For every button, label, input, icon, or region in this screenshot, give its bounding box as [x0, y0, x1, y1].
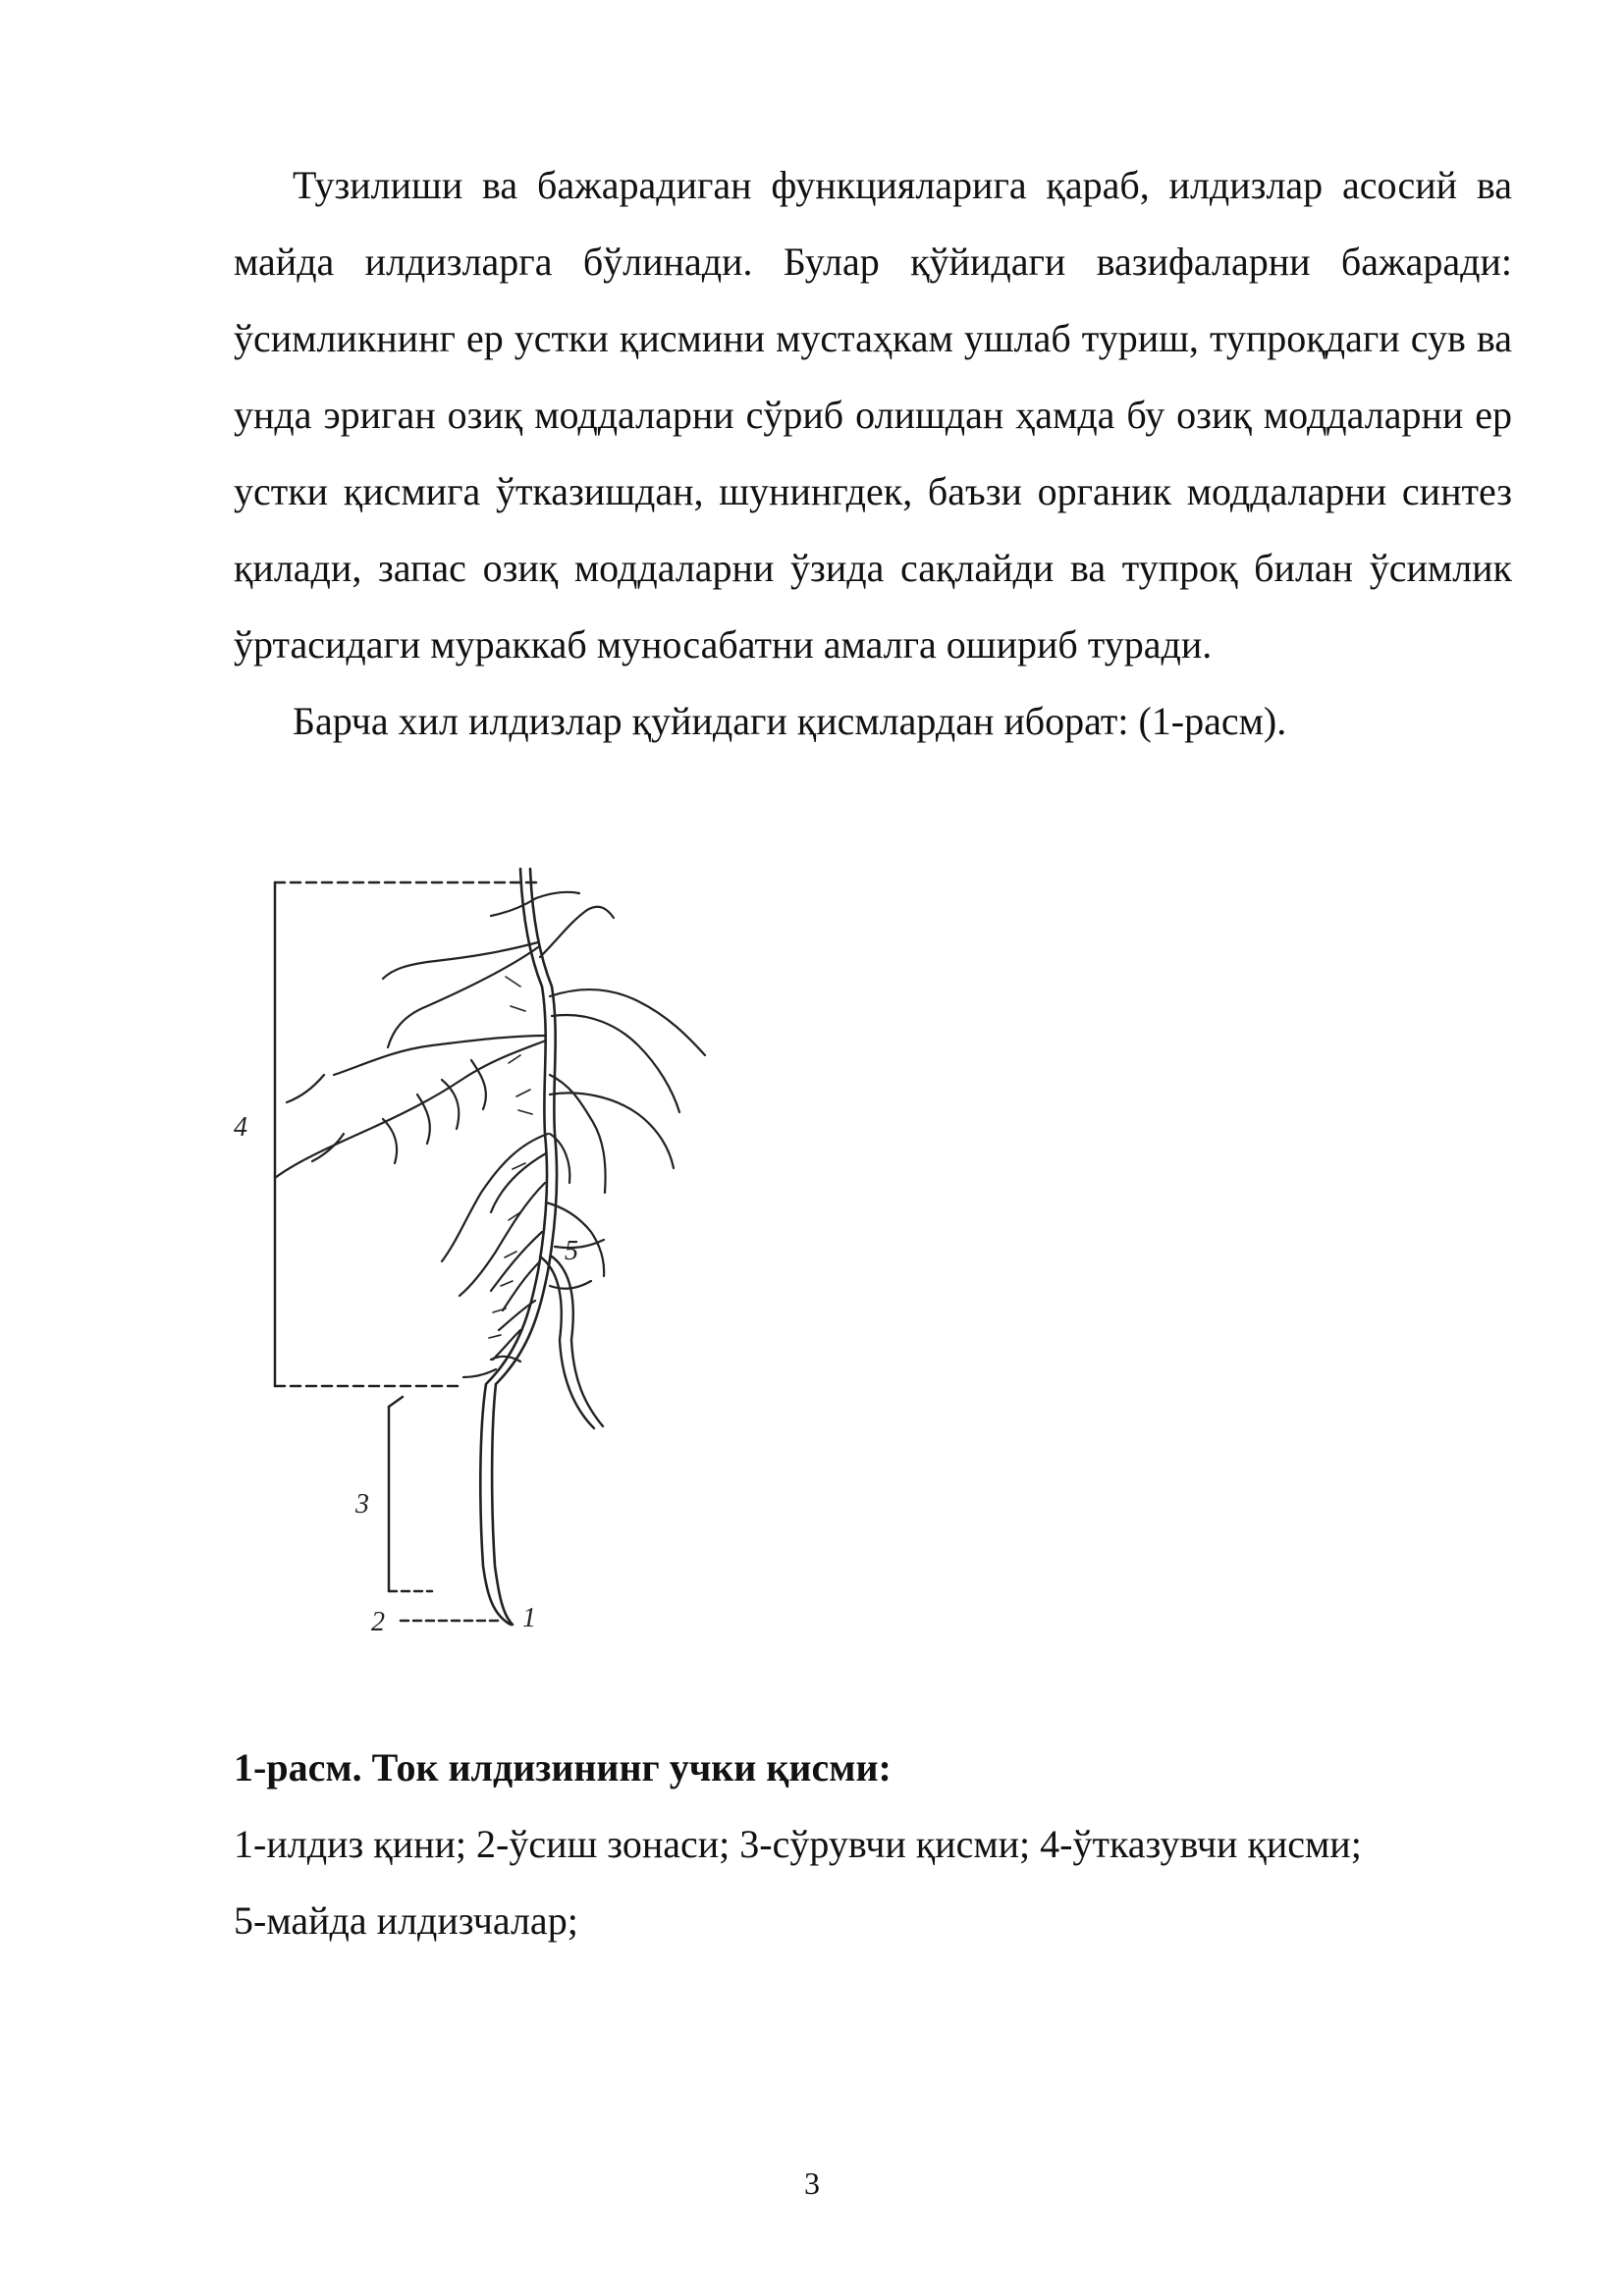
label-5: 5 — [565, 1236, 578, 1266]
label-2: 2 — [371, 1607, 385, 1637]
label-3: 3 — [355, 1489, 369, 1520]
caption-title: 1-расм. Ток илдизининг учки қисми: — [234, 1745, 892, 1789]
paragraph: Барча хил илдизлар қуйидаги қисмлардан иборат: (1-расм). — [293, 699, 1287, 743]
label-1: 1 — [522, 1603, 536, 1633]
caption-line: 1-илдиз қини; 2-ўсиш зонаси; 3-сўрувчи қисми; 4-ўтказувчи қисми; — [234, 1822, 1362, 1866]
root-illustration — [226, 839, 795, 1644]
lateral-roots — [275, 892, 705, 1377]
zone-3-bracket — [389, 1397, 432, 1591]
root-drawing — [226, 839, 795, 1644]
caption-line: 5-майда илдизчалар; — [234, 1898, 578, 1943]
main-root — [480, 869, 557, 1625]
label-4: 4 — [234, 1112, 247, 1143]
rootlet-5 — [540, 1256, 603, 1428]
paragraph: Тузилиши ва бажарадиган функцияларига қараб, илдизлар асосий ва майда илдизларга бўлинади. Булар қўйидаги вазифаларни бажаради: ўсимликнинг ер устки қисмини мустаҳкам ушлаб туриш, тупроқдаги сув ва унда эриган озиқ моддаларни сўриб олишдан ҳамда бу озиқ моддаларни ер устки қисмига ўтказишдан, шунингдек, баъзи органик моддаларни синтез қилади, запас озиқ моддаларни ўзида сақлайди ва тупроқ билан ўсимлик ўртасидаги мураккаб муносабатни амалга ошириб туради. — [234, 163, 1512, 667]
figure-caption — [234, 1730, 1530, 1959]
body-text — [234, 147, 1512, 760]
page-number: 3 — [804, 2165, 820, 2201]
